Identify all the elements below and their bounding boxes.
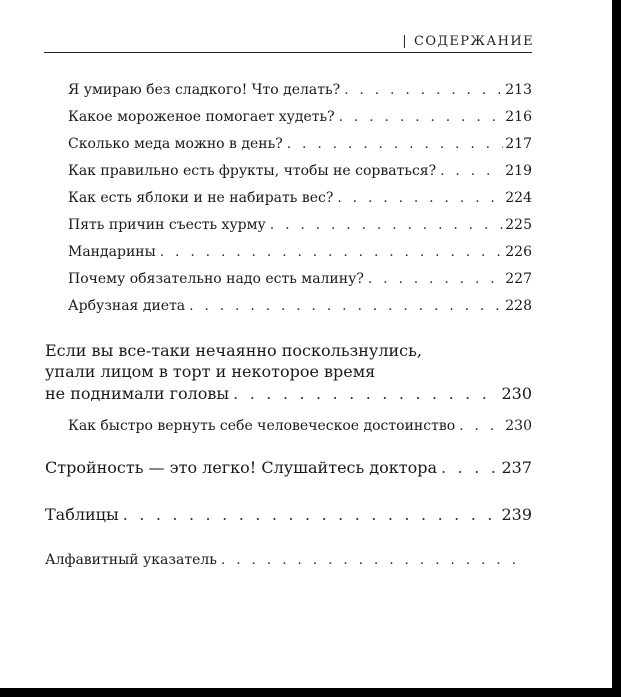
leader-dots (156, 244, 504, 260)
toc-section-title: Алфавитный указатель (45, 552, 217, 568)
toc-entry-page: 224 (505, 190, 532, 206)
toc-section-page: 237 (501, 458, 532, 477)
toc-entry[interactable] (68, 163, 532, 179)
toc-entry-page: 225 (505, 217, 532, 233)
toc-entry-title: Как правильно есть фрукты, чтобы не сорваться? (68, 163, 437, 179)
toc-entry-page: 226 (505, 244, 532, 260)
leader-dots (266, 217, 504, 233)
toc-entry-page: 213 (505, 82, 532, 98)
toc-entry-page: 228 (505, 298, 532, 314)
toc-entry-page: 230 (505, 418, 532, 434)
toc-entry-title: Мандарины (68, 244, 156, 260)
toc-entry[interactable] (68, 136, 532, 152)
toc-section-line: Если вы все-таки нечаянно поскользнулись, (45, 341, 422, 360)
toc-entry-title: Я умираю без сладкого! Что делать? (68, 82, 341, 98)
toc-section-page: 239 (501, 505, 532, 524)
toc-entry[interactable] (68, 109, 532, 125)
toc-entry-title: Арбузная диета (68, 298, 186, 314)
header-separator: | (402, 34, 408, 49)
leader-dots (283, 136, 504, 152)
header-rule (44, 52, 532, 53)
running-header (402, 34, 534, 49)
toc-entry-title: Почему обязательно надо есть малину? (68, 271, 364, 287)
toc-entry-title: Сколько меда можно в день? (68, 136, 283, 152)
toc-entry[interactable] (68, 82, 532, 98)
leader-dots (455, 418, 503, 434)
toc-section[interactable] (45, 384, 532, 403)
leader-dots (229, 384, 499, 403)
toc-entry-title: Какое мороженое помогает худеть? (68, 109, 335, 125)
toc-section[interactable] (45, 458, 532, 477)
toc-entry[interactable] (68, 271, 532, 287)
toc-entry[interactable] (68, 298, 532, 314)
leader-dots (119, 505, 500, 524)
toc-entry-title: Как быстро вернуть себе человеческое достоинство (68, 418, 456, 434)
toc-entry-page: 216 (505, 109, 532, 125)
leader-dots (436, 163, 503, 179)
leader-dots (437, 458, 499, 477)
leader-dots (335, 109, 504, 125)
leader-dots (217, 552, 526, 568)
toc-section-title: Таблицы (45, 505, 119, 524)
toc-entry[interactable] (68, 418, 532, 434)
header-title: СОДЕРЖАНИЕ (413, 34, 534, 49)
leader-dots (333, 190, 503, 206)
toc-entry-page: 217 (505, 136, 532, 152)
leader-dots (185, 298, 503, 314)
toc-entry-title: Пять причин съесть хурму (68, 217, 266, 233)
toc-entry[interactable] (68, 244, 532, 260)
leader-dots (364, 271, 503, 287)
toc-section[interactable] (45, 552, 528, 568)
toc-entry[interactable] (68, 190, 532, 206)
toc-entry-page: 219 (505, 163, 532, 179)
toc-section-line: упали лицом в торт и некоторое время (45, 362, 376, 381)
toc-entry-page: 227 (505, 271, 532, 287)
toc-section-page: 230 (501, 384, 532, 403)
toc-section-title: Стройность — это легко! Слушайтесь доктора (45, 458, 438, 477)
toc-section[interactable] (45, 505, 532, 524)
leader-dots (340, 82, 503, 98)
toc-entry-title: Как есть яблоки и не набирать вес? (68, 190, 334, 206)
toc-entry[interactable] (68, 217, 532, 233)
toc-section-title: не поднимали головы (45, 384, 230, 403)
